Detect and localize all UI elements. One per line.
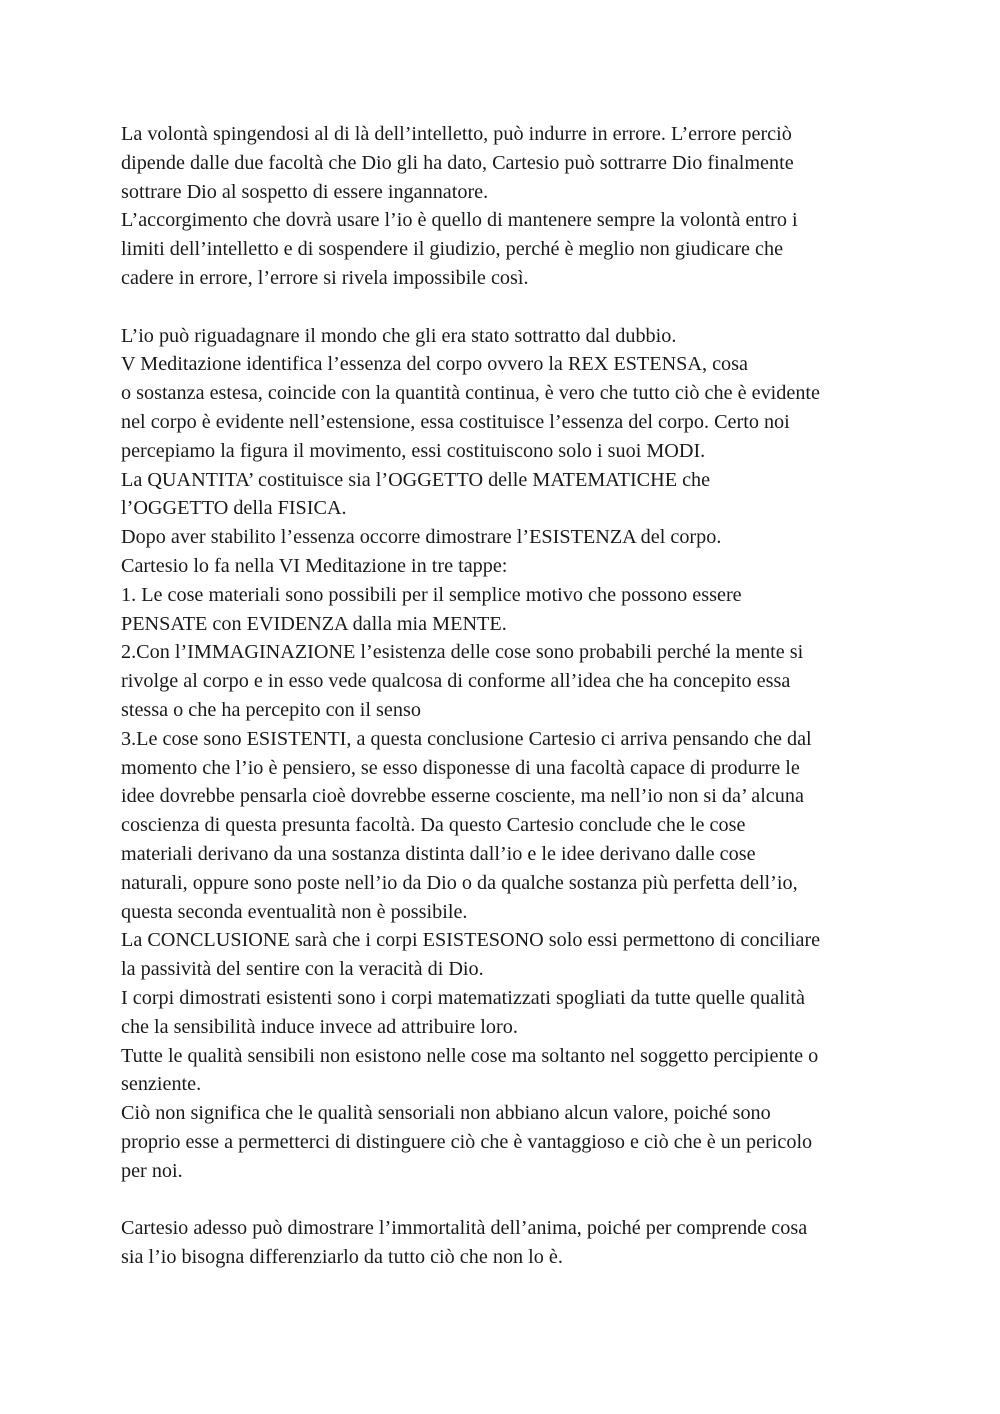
- text-line: questa seconda eventualità non è possibile.: [121, 900, 468, 923]
- text-line: che la sensibilità induce invece ad attribuire loro.: [121, 1015, 518, 1038]
- text-line: coscienza di questa presunta facoltà. Da questo Cartesio conclude che le cose: [121, 814, 746, 837]
- text-line: rivolge al corpo e in esso vede qualcosa di conforme all’idea che ha concepito essa: [121, 670, 791, 693]
- text-line: I corpi dimostrati esistenti sono i corpi matematizzati spogliati da tutte quelle qualità: [121, 986, 805, 1009]
- text-line: PENSATE con EVIDENZA dalla mia MENTE.: [121, 612, 507, 635]
- text-line: idee dovrebbe pensarla cioè dovrebbe esserne cosciente, ma nell’io non si da’ alcuna: [121, 785, 804, 808]
- text-line: nel corpo è evidente nell’estensione, essa costituisce l’essenza del corpo. Certo noi: [121, 410, 790, 433]
- text-line: limiti dell’intelletto e di sospendere il giudizio, perché è meglio non giudicare che: [121, 238, 784, 261]
- text-line: Tutte le qualità sensibili non esistono nelle cose ma soltanto nel soggetto percipiente o: [121, 1044, 819, 1067]
- text-line: sia l’io bisogna differenziarlo da tutto ciò che non lo è.: [121, 1246, 563, 1269]
- text-line: 3.Le cose sono ESISTENTI, a questa conclusione Cartesio ci arriva pensando che dal: [121, 727, 812, 750]
- text-line: L’accorgimento che dovrà usare l’io è quello di mantenere sempre la volontà entro i: [121, 209, 798, 232]
- text-line: o sostanza estesa, coincide con la quantità continua, è vero che tutto ciò che è evidente: [121, 382, 820, 405]
- text-line: Dopo aver stabilito l’essenza occorre dimostrare l’ESISTENZA del corpo.: [121, 526, 722, 549]
- text-line: stessa o che ha percepito con il senso: [121, 698, 421, 721]
- text-line: V Meditazione identifica l’essenza del corpo ovvero la REX ESTENSA, cosa: [121, 353, 748, 376]
- text-line: La QUANTITA’ costituisce sia l’OGGETTO delle MATEMATICHE che: [121, 468, 711, 491]
- paragraph-break: [121, 293, 891, 322]
- text-line: Cartesio adesso può dimostrare l’immortalità dell’anima, poiché per comprende cosa: [121, 1217, 808, 1240]
- text-line: l’OGGETTO della FISICA.: [121, 497, 347, 520]
- text-line: naturali, oppure sono poste nell’io da Dio o da qualche sostanza più perfetta dell’io,: [121, 871, 798, 894]
- text-line: per noi.: [121, 1159, 183, 1182]
- text-line: momento che l’io è pensiero, se esso disponesse di una facoltà capace di produrre le: [121, 756, 800, 779]
- text-line: L’io può riguadagnare il mondo che gli era stato sottratto dal dubbio.: [121, 324, 677, 347]
- text-line: Ciò non significa che le qualità sensoriali non abbiano alcun valore, poiché sono: [121, 1102, 771, 1125]
- text-line: la passività del sentire con la veracità di Dio.: [121, 958, 484, 981]
- text-line: proprio esse a permetterci di distinguere ciò che è vantaggioso e ciò che è un pericolo: [121, 1130, 813, 1153]
- text-line: La CONCLUSIONE sarà che i corpi ESISTESONO solo essi permettono di conciliare: [121, 929, 821, 952]
- text-line: sottrare Dio al sospetto di essere ingannatore.: [121, 180, 489, 203]
- document-body: [121, 120, 891, 1272]
- text-line: 2.Con l’IMMAGINAZIONE l’esistenza delle cose sono probabili perché la mente si: [121, 641, 804, 664]
- paragraph-break: [121, 1185, 891, 1214]
- text-line: cadere in errore, l’errore si rivela impossibile così.: [121, 266, 529, 289]
- text-line: materiali derivano da una sostanza distinta dall’io e le idee derivano dalle cose: [121, 842, 756, 865]
- text-line: La volontà spingendosi al di là dell’intelletto, può indurre in errore. L’errore perciò: [121, 123, 792, 145]
- text-line: dipende dalle due facoltà che Dio gli ha dato, Cartesio può sottrarre Dio finalmente: [121, 151, 794, 174]
- text-line: percepiamo la figura il movimento, essi costituiscono solo i suoi MODI.: [121, 439, 706, 462]
- text-line: Cartesio lo fa nella VI Meditazione in tre tappe:: [121, 554, 508, 577]
- text-line: 1. Le cose materiali sono possibili per il semplice motivo che possono essere: [121, 583, 742, 606]
- text-line: senziente.: [121, 1073, 202, 1096]
